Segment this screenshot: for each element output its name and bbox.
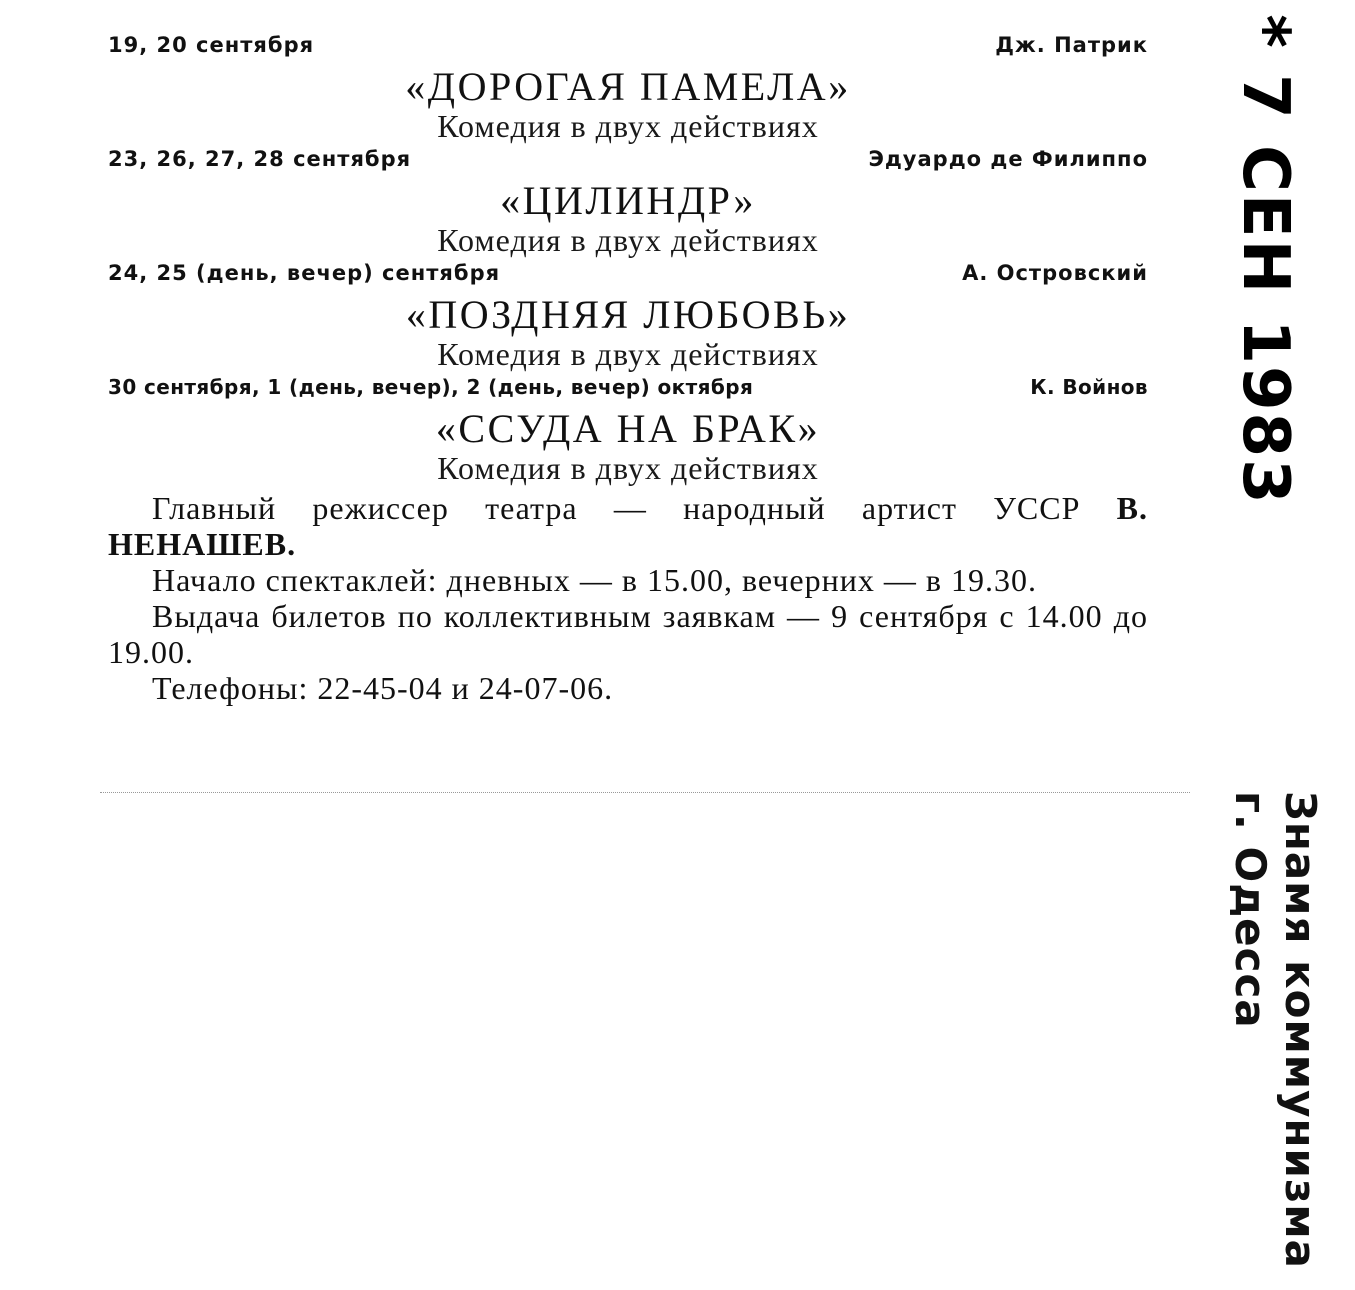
show-3-title: «ПОЗДНЯЯ ЛЮБОВЬ» (405, 292, 851, 337)
director-text: Главный режиссер театра — народный артист УССР (152, 490, 1081, 526)
show-4-author: К. Войнов (1030, 375, 1148, 399)
tickets-paragraph (108, 598, 1148, 670)
show-1-author: Дж. Патрик (995, 33, 1148, 57)
show-1-title: «ДОРОГАЯ ПАМЕЛА» (405, 64, 851, 109)
show-3-dates: 24, 25 (день, вечер) сентября (108, 261, 501, 285)
director-name: В. НЕНАШЕВ. (108, 490, 1149, 562)
date-stamp-text: * 7 СЕН 1983 (1228, 14, 1302, 506)
clipping-edge (100, 792, 1190, 793)
showtimes-text: Начало спектаклей: дневных — в 15.00, вечерних — в 19.30. (152, 562, 1037, 598)
newspaper-source-stamp (1215, 790, 1335, 1270)
source-city: г. Одесса (1226, 790, 1275, 1029)
show-4-genre: Комедия в двух действиях (437, 450, 819, 486)
show-2-meta (108, 142, 1148, 176)
phones-text: Телефоны: 22-45-04 и 24-07-06. (152, 670, 614, 706)
show-3-genre: Комедия в двух действиях (437, 336, 819, 372)
show-4-meta (108, 370, 1148, 404)
show-3-meta (108, 256, 1148, 290)
source-newspaper-name: Знамя коммунизма (1276, 790, 1325, 1270)
showtimes-paragraph (108, 562, 1148, 598)
director-paragraph (108, 490, 1148, 562)
show-1-genre: Комедия в двух действиях (437, 108, 819, 144)
date-stamp (1225, 14, 1305, 506)
show-1-dates: 19, 20 сентября (108, 33, 315, 57)
show-1-meta (108, 28, 1148, 62)
show-2-author: Эдуардо де Филиппо (868, 147, 1148, 171)
show-2-dates: 23, 26, 27, 28 сентября (108, 147, 412, 171)
show-2-genre: Комедия в двух действиях (437, 222, 819, 258)
phones-paragraph (108, 670, 1148, 706)
show-4-title: «ССУДА НА БРАК» (435, 406, 821, 451)
tickets-text: Выдача билетов по коллективным заявкам — 9 сентября с 14.00 до 19.00. (108, 598, 1148, 670)
show-4-dates: 30 сентября, 1 (день, вечер), 2 (день, вечер) октября (108, 375, 754, 399)
source-text-block (1225, 791, 1325, 1269)
show-2-title: «ЦИЛИНДР» (500, 178, 756, 223)
show-3-author: А. Островский (962, 261, 1148, 285)
theatre-repertoire-clipping (108, 28, 1148, 706)
